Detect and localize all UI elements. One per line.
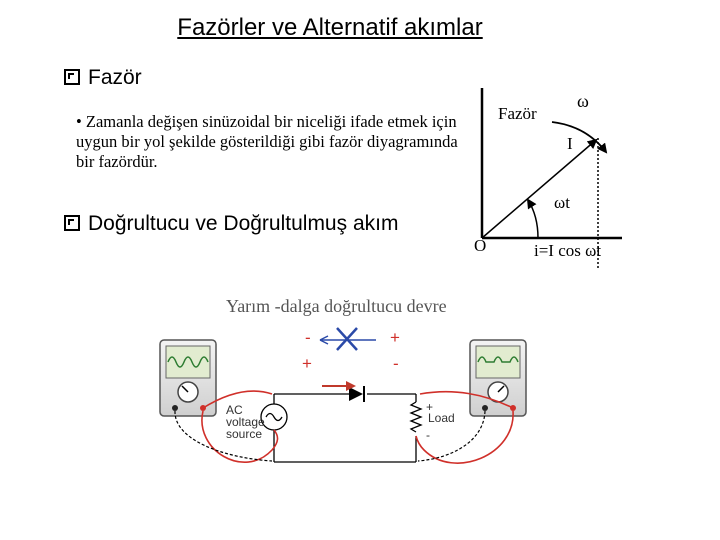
right-plus-sign: +	[390, 328, 400, 347]
square-bullet-icon	[64, 69, 80, 85]
ac-source-label-line2: voltage	[226, 415, 265, 429]
label-I: I	[567, 134, 573, 153]
oscilloscope-right	[470, 340, 526, 416]
circuit-drawing	[154, 290, 534, 486]
resistor-icon	[411, 402, 421, 432]
half-wave-rectifier-circuit	[154, 290, 534, 486]
left-plus-sign: +	[302, 354, 312, 373]
section-heading-rectifier-text: Doğrultucu ve Doğrultulmuş akım	[88, 212, 399, 235]
section-heading-fazor	[64, 66, 142, 90]
label-omega: ω	[577, 91, 589, 111]
circuit-title: Yarım -dalga doğrultucu devre	[226, 296, 447, 316]
angle-arc	[528, 200, 538, 238]
right-minus-sign: -	[393, 354, 399, 373]
load-minus-sign: -	[426, 428, 430, 442]
cross-icon	[320, 328, 376, 350]
slide-title: Fazörler ve Alternatif akımlar	[177, 14, 483, 41]
label-origin: O	[474, 236, 487, 255]
label-omega-t: ωt	[554, 193, 570, 212]
load-label: Load	[428, 411, 455, 425]
phasor-vector	[482, 140, 596, 238]
left-minus-sign: -	[305, 328, 311, 347]
phasor-description: • Zamanla değişen sinüzoidal bir niceliği ifade etmek için uygun bir yol şekilde gösterildiği gibi fazör diyagramında bir fazördür.	[76, 112, 458, 171]
ac-source-label-line3: source	[226, 427, 263, 441]
section-heading-rectifier	[64, 212, 398, 236]
label-fazor: Fazör	[498, 104, 537, 123]
square-bullet-icon	[64, 215, 80, 231]
diode-icon	[349, 386, 364, 402]
label-formula: i=I cos ωt	[534, 241, 602, 260]
ac-source-label	[226, 404, 265, 440]
circuit-wires	[274, 394, 416, 462]
load-plus-sign: +	[426, 400, 434, 414]
ac-source-label-line1: AC	[226, 403, 243, 417]
section-heading-fazor-text: Fazör	[88, 66, 142, 89]
